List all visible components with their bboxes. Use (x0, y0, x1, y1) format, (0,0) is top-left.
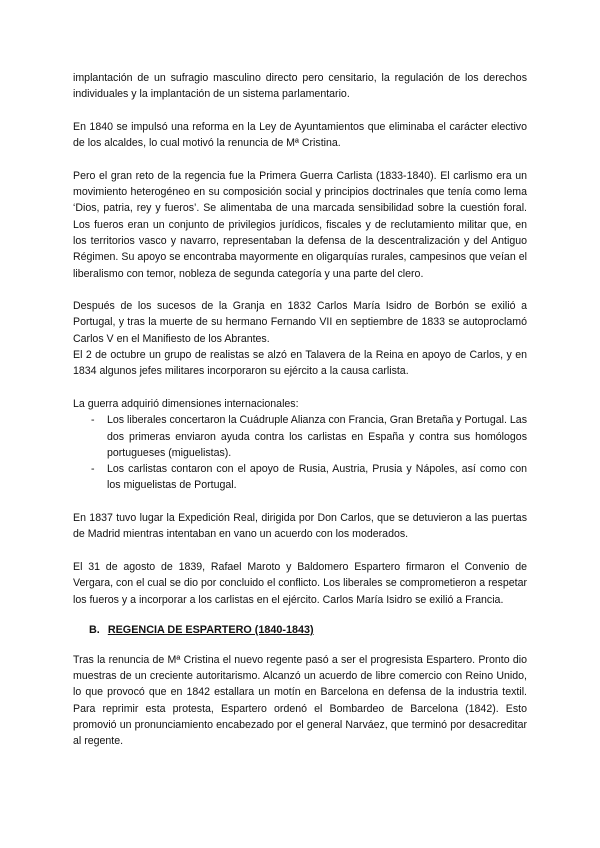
bullet-list (73, 412, 527, 493)
paragraph-sufragio: implantación de un sufragio masculino directo pero censitario, la regulación de los derechos individuales y la implantación de un sistema parlamentario. (73, 72, 527, 101)
section-letter: B. (89, 623, 100, 636)
list-item (73, 461, 527, 494)
section-heading (73, 622, 527, 638)
paragraph-expedicion-real: En 1837 tuvo lugar la Expedición Real, dirigida por Don Carlos, que se detuvieron a las puertas de Madrid mientras intentaban en vano un acuerdo con los moderados. (73, 512, 527, 541)
paragraph-dimensiones-internacionales: La guerra adquirió dimensiones internacionales: (73, 397, 299, 410)
paragraph-ley-ayuntamientos: En 1840 se impulsó una reforma en la Ley de Ayuntamientos que eliminaba el carácter electivo de los alcaldes, lo cual motivó la renuncia de Mª Cristina. (73, 120, 527, 150)
section-title: REGENCIA DE ESPARTERO (1840-1843) (107, 623, 314, 636)
paragraph-guerra-carlista: Pero el gran reto de la regencia fue la Primera Guerra Carlista (1833-1840). El carlismo era un movimiento heterogéneo en su composición social y principios doctrinales que tenía como lema ‘Dios, patria, rey y fueros’. Se alimentaba de una marcada sensibilidad sobre la cuestión foral. Los fueros eran un conjunto de privilegios jurídicos, fiscales y de reclutamiento militar que, en los territorios vasco y navarro, representaban la defensa de la descentralización y del Antiguo Régimen. Su apoyo se encontraba mayormente en oligarquías rurales, campesinos que veían el liberalismo con temor, nobleza de segunda categoría y una parte del clero. (73, 169, 527, 280)
paragraph-talavera: El 2 de octubre un grupo de realistas se alzó en Talavera de la Reina en apoyo de Carlos, y en 1834 algunos jefes militares incorporaron su ejército a la causa carlista. (73, 349, 527, 378)
list-item (73, 412, 527, 461)
bullet-text: Los carlistas contaron con el apoyo de Rusia, Austria, Prusia y Nápoles, así como con los miguelistas de Portugal. (107, 463, 527, 492)
paragraph-convenio-vergara: El 31 de agosto de 1839, Rafael Maroto y Baldomero Espartero firmaron el Convenio de Vergara, con el cual se dio por concluido el conflicto. Los liberales se comprometieron a respetar los fueros y a incorporar a los carlistas en el ejército. Carlos María Isidro se exilió a Francia. (73, 560, 527, 606)
bullet-text: Los liberales concertaron la Cuádruple Alianza con Francia, Gran Bretaña y Portugal. Las dos primeras enviaron ayuda contra los carlistas en España y contra sus homólogos portugueses (miguelistas). (107, 414, 527, 459)
paragraph-sucesos-granja: Después de los sucesos de la Granja en 1832 Carlos María Isidro de Borbón se exilió a Portugal, y tras la muerte de su hermano Fernando VII en septiembre de 1833 se autoproclamó Carlos V en el Manifiesto de los Abrantes. (73, 300, 527, 345)
paragraph-regencia-espartero: Tras la renuncia de Mª Cristina el nuevo regente pasó a ser el progresista Espartero. Pronto dio muestras de un creciente autoritarismo. Alcanzó un acuerdo de libre comercio con Reino Unido, lo que provocó que en 1842 estallara un motín en Barcelona en defensa de la industria textil. Para reprimir esta protesta, Espartero ordenó el Bombardeo de Barcelona (1842). Esto promovió un pronunciamiento encabezado por el general Narváez, que terminó por desacreditar al regente. (73, 653, 527, 748)
bullet-marker: - (91, 414, 95, 427)
bullet-marker: - (91, 463, 95, 476)
